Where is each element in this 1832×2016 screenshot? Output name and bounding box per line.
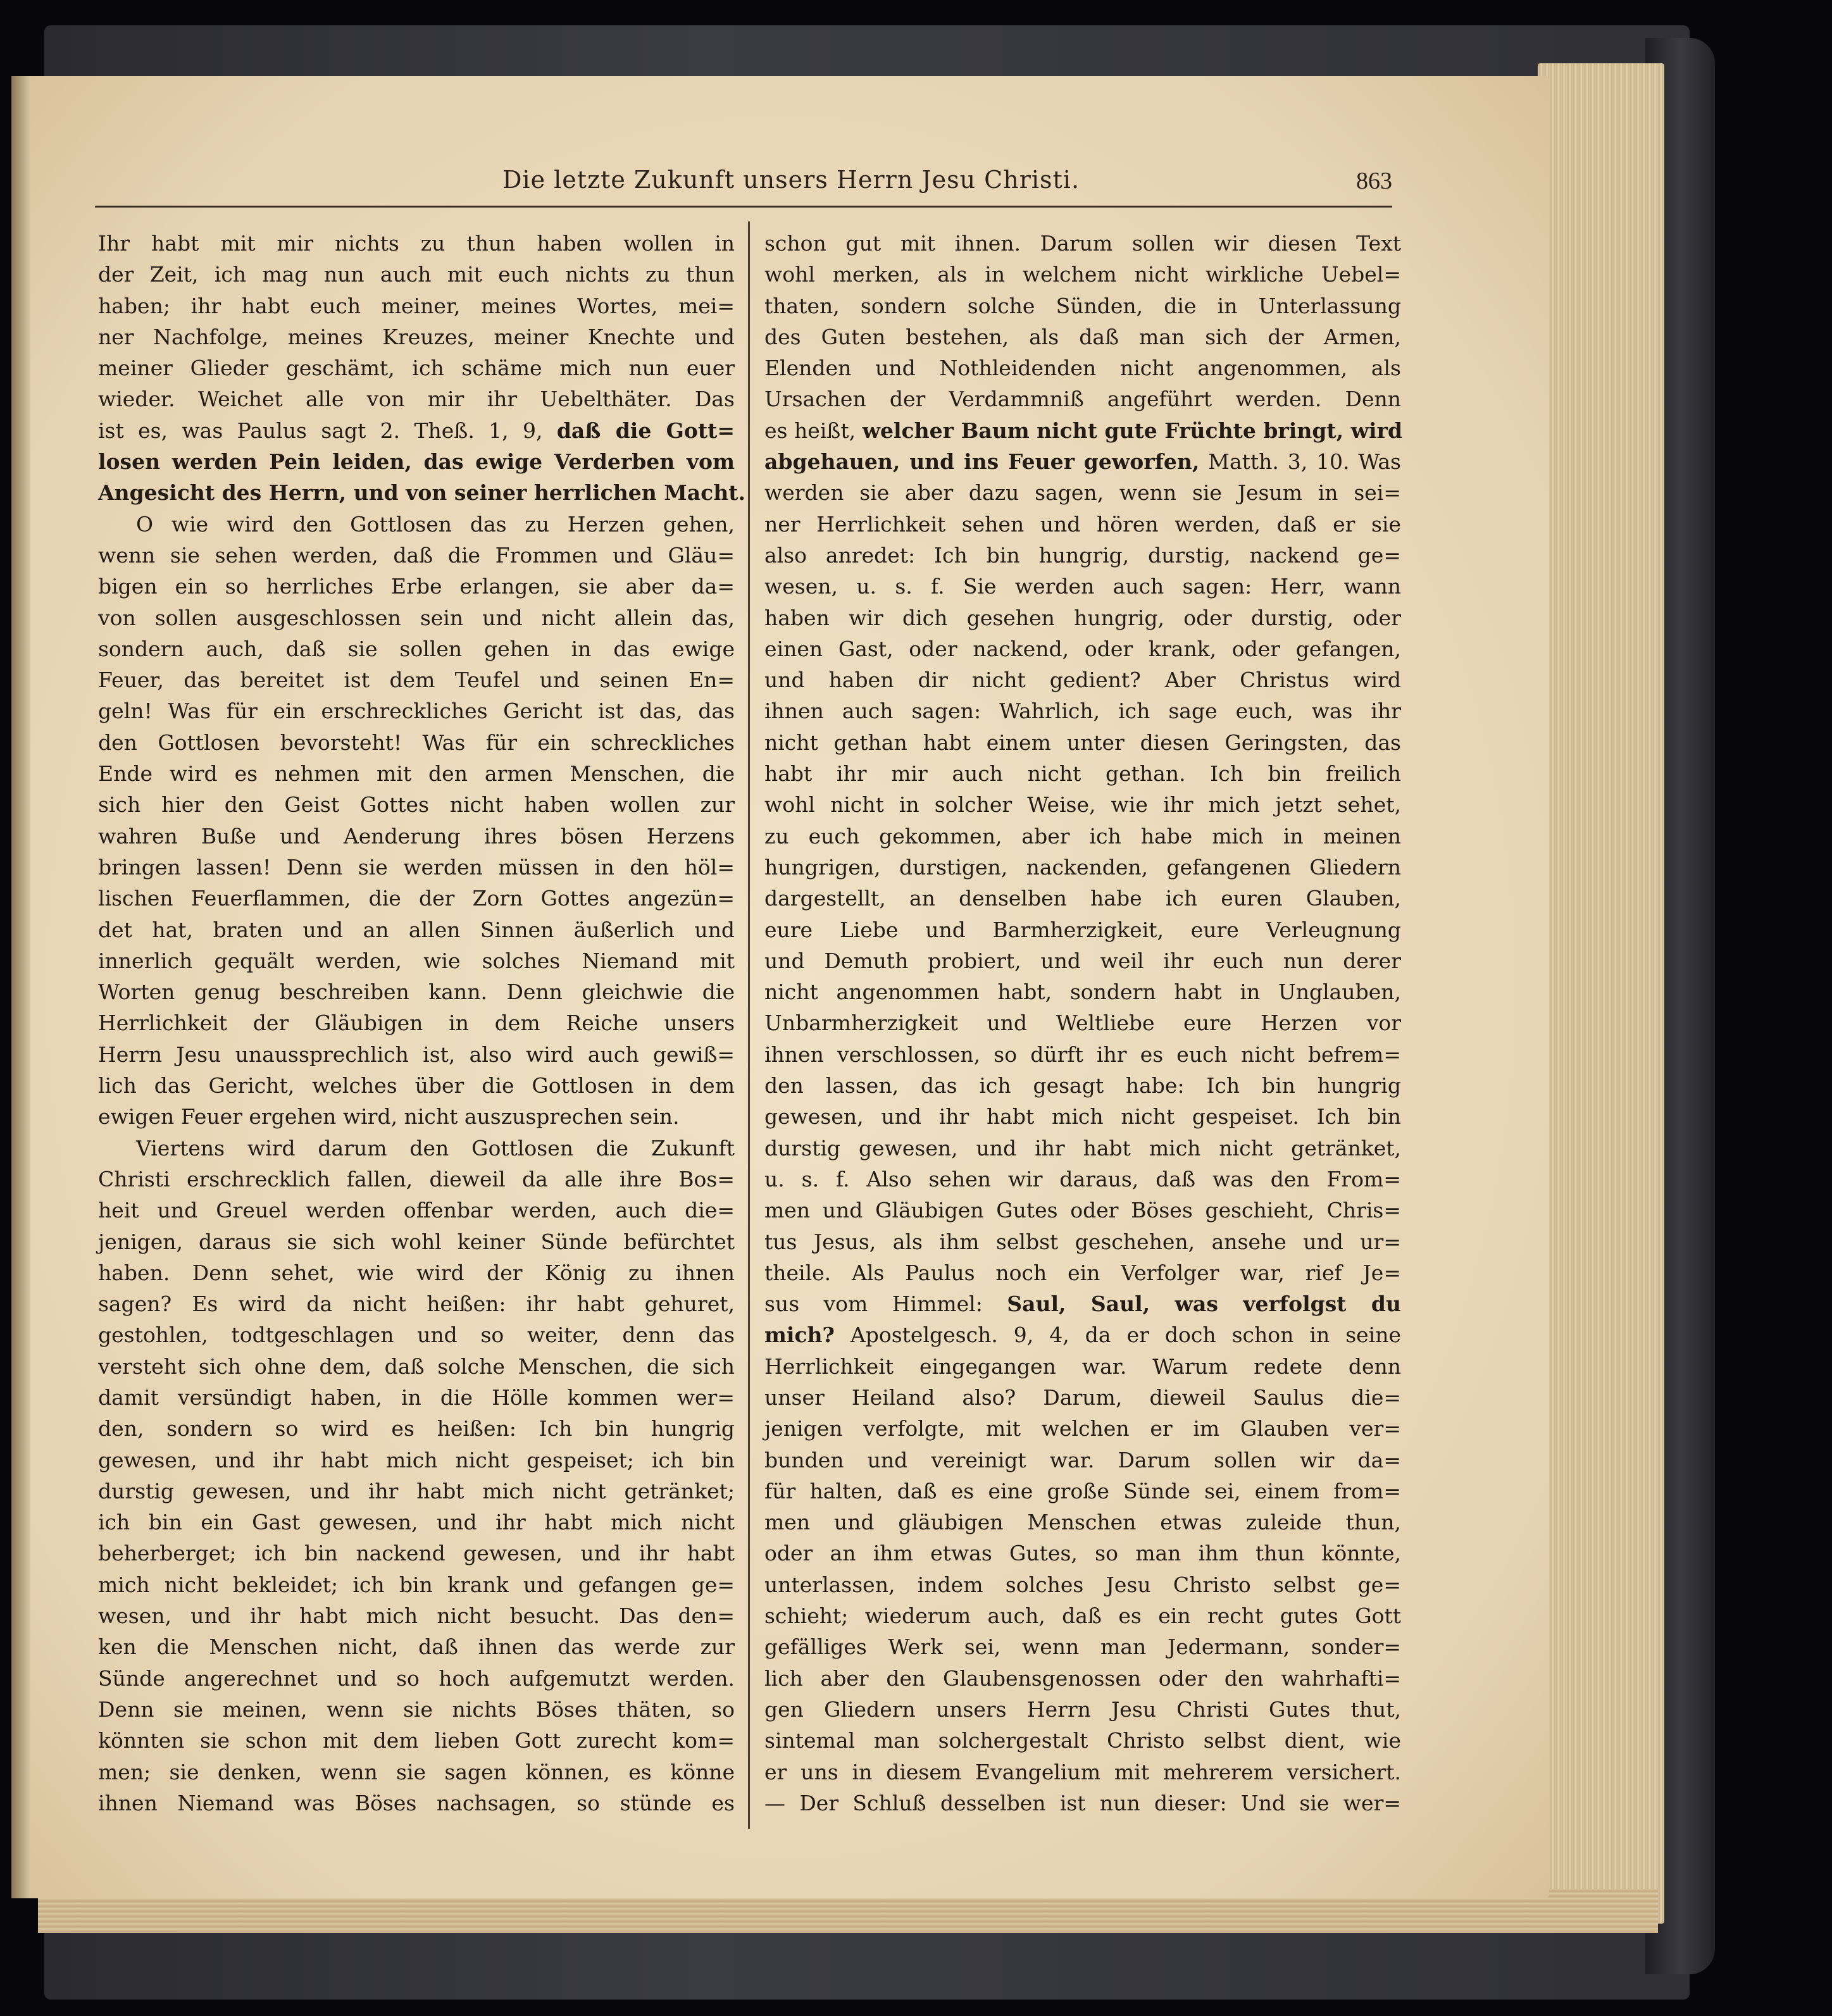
text-line: ihnen auch sagen: Wahrlich, ich sage euch, was ihr	[764, 699, 1401, 724]
text-line: der Zeit, ich mag nun auch mit euch nichts zu thun	[98, 262, 735, 287]
text-line: gestohlen, todtgeschlagen und so weiter, denn das	[98, 1322, 735, 1348]
text-line: det hat, braten und an allen Sinnen äußerlich und	[98, 917, 735, 942]
text-line: gefälliges Werk sei, wenn man Jedermann, sonder=	[764, 1634, 1401, 1660]
text-line: werden sie aber dazu sagen, wenn sie Jesum in sei=	[764, 480, 1401, 506]
bold-scripture-quote: welcher Baum nicht gute Früchte bringt, wird	[862, 418, 1403, 443]
text-line: ist es, was Paulus sagt 2. Theß. 1, 9, daß die Gott=	[98, 418, 735, 443]
text-line: ihnen Niemand was Böses nachsagen, so stünde es	[98, 1790, 735, 1815]
text-line: nicht angenommen habt, sondern habt in Unglauben,	[764, 980, 1401, 1005]
text-line: wohl merken, als in welchem nicht wirkliche Uebel=	[764, 262, 1401, 287]
text-line: wenn sie sehen werden, daß die Frommen und Gläu=	[98, 542, 735, 568]
text-line: wahren Buße und Aenderung ihres bösen Herzens	[98, 823, 735, 849]
bold-scripture-quote: daß die Gott=	[556, 418, 735, 443]
text-line: gen Gliedern unsers Herrn Jesu Christi Gutes thut,	[764, 1696, 1401, 1722]
running-title: Die letzte Zukunft unsers Herrn Jesu Christi.	[502, 166, 1080, 194]
text-line: Denn sie meinen, wenn sie nichts Böses thäten, so	[98, 1696, 735, 1722]
text-line: men; sie denken, wenn sie sagen können, es könne	[98, 1759, 735, 1784]
text-line: theile. Als Paulus noch ein Verfolger war, rief Je=	[764, 1260, 1401, 1285]
text-line: Unbarmherzigkeit und Weltliebe eure Herzen vor	[764, 1011, 1401, 1036]
text-line: innerlich gequält werden, wie solches Niemand mit	[98, 948, 735, 973]
bold-scripture-quote: abgehauen, und ins Feuer geworfen,	[764, 449, 1200, 475]
text-line: heit und Greuel werden offenbar werden, auch die=	[98, 1198, 735, 1223]
text-line: Herrlichkeit eingegangen war. Warum redete denn	[764, 1353, 1401, 1379]
text-line: sus vom Himmel: Saul, Saul, was verfolgst du	[764, 1291, 1401, 1317]
header-rule	[95, 206, 1392, 208]
text-line: versteht sich ohne dem, daß solche Menschen, die sich	[98, 1353, 735, 1379]
text-line: Worten genug beschreiben kann. Denn gleichwie die	[98, 980, 735, 1005]
column-divider	[748, 221, 750, 1829]
text-line: schon gut mit ihnen. Darum sollen wir diesen Text	[764, 231, 1401, 256]
text-line: er uns in diesem Evangelium mit mehrerem versichert.	[764, 1759, 1401, 1784]
text-line: abgehauen, und ins Feuer geworfen, Matth. 3, 10. Was	[764, 449, 1401, 475]
text-line: mich? Apostelgesch. 9, 4, da er doch schon in seine	[764, 1322, 1401, 1348]
text-line: haben; ihr habt euch meiner, meines Wortes, mei=	[98, 293, 735, 318]
bold-scripture-quote: Saul, Saul, was verfolgst du	[1007, 1291, 1401, 1317]
text-line: einen Gast, oder nackend, oder krank, oder gefangen,	[764, 636, 1401, 661]
right-text-column	[764, 228, 1401, 1819]
text-line: den lassen, das ich gesagt habe: Ich bin hungrig	[764, 1073, 1401, 1098]
text-line: dargestellt, an denselben habe ich euren Glauben,	[764, 886, 1401, 911]
text-line: hungrigen, durstigen, nackenden, gefangenen Gliedern	[764, 854, 1401, 880]
text-line: Ende wird es nehmen mit den armen Menschen, die	[98, 761, 735, 787]
page-edges-right	[1538, 63, 1664, 1924]
text-line: könnten sie schon mit dem lieben Gott zurecht kom=	[98, 1728, 735, 1753]
text-line: wesen, und ihr habt mich nicht besucht. Das den=	[98, 1603, 735, 1629]
text-line: unterlassen, indem solches Jesu Christo selbst ge=	[764, 1572, 1401, 1597]
page-number: 863	[1356, 168, 1392, 194]
text-line: men und Gläubigen Gutes oder Böses geschieht, Chris=	[764, 1198, 1401, 1223]
text-line: sintemal man solchergestalt Christo selbst dient, wie	[764, 1728, 1401, 1753]
text-line: gewesen, und ihr habt mich nicht gespeiset; ich bin	[98, 1447, 735, 1472]
text-line: ken die Menschen nicht, daß ihnen das werde zur	[98, 1634, 735, 1660]
text-line: Herrn Jesu unaussprechlich ist, also wird auch gewiß=	[98, 1042, 735, 1067]
text-line: — Der Schluß desselben ist nun dieser: Und sie wer=	[764, 1790, 1401, 1815]
text-line: wieder. Weichet alle von mir ihr Uebelthäter. Das	[98, 387, 735, 412]
text-line: Sünde angerechnet und so hoch aufgemutzt werden.	[98, 1665, 735, 1691]
text-line: ner Herrlichkeit sehen und hören werden, daß er sie	[764, 511, 1401, 537]
text-line: Viertens wird darum den Gottlosen die Zukunft	[136, 1135, 735, 1160]
text-line: Christi erschrecklich fallen, dieweil da alle ihre Bos=	[98, 1166, 735, 1192]
text-line: Ihr habt mit mir nichts zu thun haben wollen in	[98, 231, 735, 256]
text-line	[98, 477, 745, 508]
text-line: sagen? Es wird da nicht heißen: ihr habt gehuret,	[98, 1291, 735, 1317]
text-line: und Demuth probiert, und weil ihr euch nun derer	[764, 948, 1401, 973]
text-line: jenigen, daraus sie sich wohl keiner Sünde befürchtet	[98, 1229, 735, 1254]
text-line: bunden und vereinigt war. Darum sollen wir da=	[764, 1447, 1401, 1472]
text-line: nicht gethan habt einem unter diesen Geringsten, das	[764, 730, 1401, 755]
text-line: von sollen ausgeschlossen sein und nicht allein das,	[98, 605, 735, 630]
text-line: wesen, u. s. f. Sie werden auch sagen: Herr, wann	[764, 574, 1401, 599]
text-line: haben. Denn sehet, wie wird der König zu ihnen	[98, 1260, 735, 1285]
text-line: lich das Gericht, welches über die Gottlosen in dem	[98, 1073, 735, 1098]
text-line: tus Jesus, als ihm selbst geschehen, ansehe und ur=	[764, 1229, 1401, 1254]
text-line: zu euch gekommen, aber ich habe mich in meinen	[764, 823, 1401, 849]
text-line: meiner Glieder geschämt, ich schäme mich nun euer	[98, 356, 735, 381]
text-line: wohl nicht in solcher Weise, wie ihr mich jetzt sehet,	[764, 792, 1401, 818]
text-line: des Guten bestehen, als daß man sich der Armen,	[764, 324, 1401, 349]
text-line: damit versündigt haben, in die Hölle kommen wer=	[98, 1384, 735, 1410]
text-line: men und gläubigen Menschen etwas zuleide thun,	[764, 1510, 1401, 1535]
text-line: den Gottlosen bevorsteht! Was für ein schreckliches	[98, 730, 735, 755]
text-line: Ursachen der Verdammniß angeführt werden. Denn	[764, 387, 1401, 412]
text-line: haben wir dich gesehen hungrig, oder durstig, oder	[764, 605, 1401, 630]
text-line: thaten, sondern solche Sünden, die in Unterlassung	[764, 293, 1401, 318]
text-line: durstig gewesen, und ihr habt mich nicht getränket;	[98, 1478, 735, 1503]
text-line: lischen Feuerflammen, die der Zorn Gottes angezün=	[98, 886, 735, 911]
text-line: lich aber den Glaubensgenossen oder den wahrhafti=	[764, 1665, 1401, 1691]
text-line: den, sondern so wird es heißen: Ich bin hungrig	[98, 1416, 735, 1441]
text-line: sondern auch, daß sie sollen gehen in das ewige	[98, 636, 735, 661]
page-gutter	[11, 76, 30, 1898]
text-line: ihnen verschlossen, so dürft ihr es euch nicht befrem=	[764, 1042, 1401, 1067]
text-line: habt ihr mir auch nicht gethan. Ich bin freilich	[764, 761, 1401, 787]
text-line: für halten, daß es eine große Sünde sei, einem from=	[764, 1478, 1401, 1503]
text-line: ner Nachfolge, meines Kreuzes, meiner Knechte und	[98, 324, 735, 349]
text-line: O wie wird den Gottlosen das zu Herzen gehen,	[136, 511, 735, 537]
text-line: unser Heiland also? Darum, dieweil Saulus die=	[764, 1384, 1401, 1410]
text-line: also anredet: Ich bin hungrig, durstig, nackend ge=	[764, 542, 1401, 568]
text-line: eure Liebe und Barmherzigkeit, eure Verleugnung	[764, 917, 1401, 942]
bold-scripture-quote: mich?	[764, 1322, 835, 1348]
bold-scripture-quote: Angesicht des Herrn, und von seiner herrlichen Macht.	[98, 480, 745, 506]
text-line: oder an ihm etwas Gutes, so man ihm thun könnte,	[764, 1541, 1401, 1566]
text-line	[98, 446, 735, 477]
text-line: bringen lassen! Denn sie werden müssen in den höl=	[98, 854, 735, 880]
text-line: Herrlichkeit der Gläubigen in dem Reiche unsers	[98, 1011, 735, 1036]
text-line: geln! Was für ein erschreckliches Gericht ist das, das	[98, 699, 735, 724]
text-line: jenigen verfolgte, mit welchen er im Glauben ver=	[764, 1416, 1401, 1441]
text-line: durstig gewesen, und ihr habt mich nicht getränket,	[764, 1135, 1401, 1160]
left-text-column	[98, 228, 745, 1819]
text-line: gewesen, und ihr habt mich nicht gespeiset. Ich bin	[764, 1104, 1401, 1129]
text-line: bigen ein so herrliches Erbe erlangen, sie aber da=	[98, 574, 735, 599]
text-line: und haben dir nicht gedient? Aber Christus wird	[764, 668, 1401, 693]
bold-scripture-quote: losen werden Pein leiden, das ewige Verderben vom	[98, 449, 735, 475]
text-line: schieht; wiederum auch, daß es ein recht gutes Gott	[764, 1603, 1401, 1629]
text-line: Elenden und Nothleidenden nicht angenommen, als	[764, 356, 1401, 381]
text-line: ich bin ein Gast gewesen, und ihr habt mich nicht	[98, 1510, 735, 1535]
text-line: ewigen Feuer ergehen wird, nicht auszusprechen sein.	[98, 1104, 680, 1129]
text-line: Feuer, das bereitet ist dem Teufel und seinen En=	[98, 668, 735, 693]
text-line: es heißt, welcher Baum nicht gute Früchte bringt, wird	[764, 418, 1403, 443]
text-line: sich hier den Geist Gottes nicht haben wollen zur	[98, 792, 735, 818]
page-header	[95, 166, 1392, 204]
text-line: u. s. f. Also sehen wir daraus, daß was den From=	[764, 1166, 1401, 1192]
text-line: mich nicht bekleidet; ich bin krank und gefangen ge=	[98, 1572, 735, 1597]
text-line: beherberget; ich bin nackend gewesen, und ihr habt	[98, 1541, 735, 1566]
